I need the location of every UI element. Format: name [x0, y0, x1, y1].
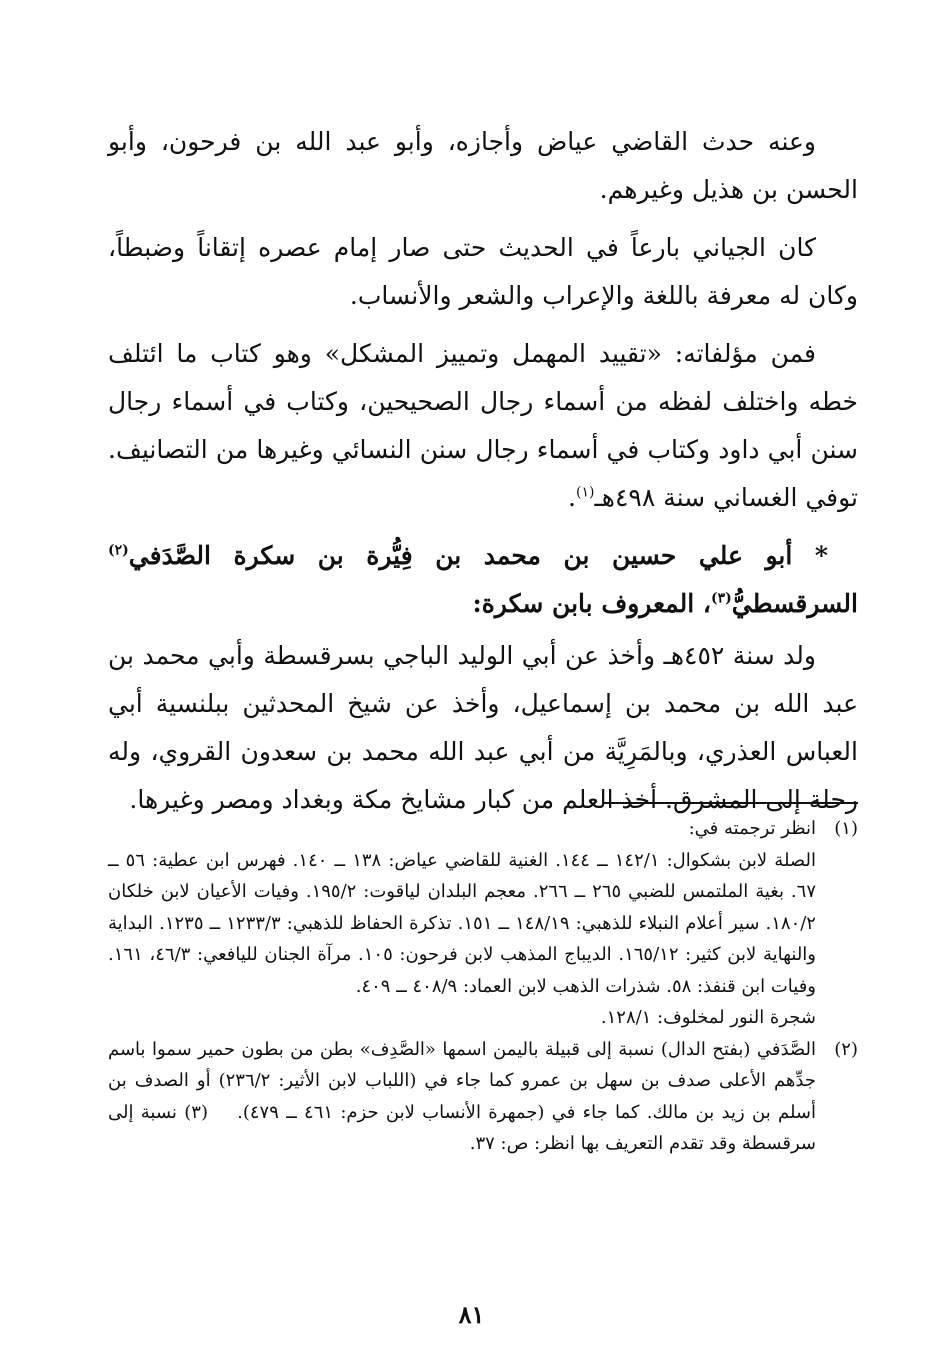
main-text — [108, 118, 858, 834]
footnote-2-number: (٢) — [834, 1038, 858, 1060]
footnote-2-text — [108, 1034, 816, 1160]
footnote-1 — [108, 813, 858, 1034]
footnote-1-last: شجرة النور لمخلوف: ١٢٨/١. — [600, 1007, 816, 1028]
heading-nisba: السرقسطيُّ — [731, 589, 858, 618]
paragraph-2: كان الجياني بارعاً في الحديث حتى صار إمام عصره إتقاناً وضبطاً، وكان له معرفة باللغة والإعراب والشعر والأنساب. — [108, 233, 858, 310]
footnotes — [108, 813, 858, 1160]
footnote-ref-1[interactable]: (١) — [575, 484, 595, 501]
footnote-1-text: الصلة لابن بشكوال: ١٤٢/١ ــ ١٤٤. الغنية للقاضي عياض: ١٣٨ ــ ١٤٠. فهرس ابن عطية: ٥٦ ــ ٦٧. بغية الملتمس للضبي ٢٦٥ ــ ٢٦٦. معجم البلدان لياقوت: ١٩٥/٢. وفيات الأعيان لابن خلكان ١٨٠/٢. سير أعلام النبلاء للذهبي: ١٤٨/١٩ ــ ١٥١. تذكرة الحفاظ للذهبي: ١٢٣٣/٣ ــ ١٢٣٥. البداية والنهاية لابن كثير: ١٦٥/١٢. الديباج المذهب لابن فرحون: ١٠٥. مرآة الجنان لليافعي: ٤٦/٣، ١٦١. وفيات ابن قنفذ: ٥٨. شذرات الذهب لابن العماد: ٤٠٨/٩ ــ ٤٠٩. — [108, 849, 816, 997]
paragraph-1: وعنه حدث القاضي عياض وأجازه، وأبو عبد الله بن فرحون، وأبو الحسن بن هذيل وغيرهم. — [108, 127, 858, 204]
heading-star: * — [814, 541, 828, 570]
paragraph-4: ولد سنة ٤٥٢هـ وأخذ عن أبي الوليد الباجي بسرقسطة وأبي محمد بن عبد الله بن محمد بن إسماعيل، وأخذ عن شيخ المحدثين ببلنسية أبي العباس العذري، وبالمَرِيَّة من أبي عبد الله محمد بن سعدون القروي، وله رحلة إلى المشرق. أخذ العلم من كبار مشايخ مكة وبغداد ومصر وغيرها. — [108, 641, 858, 814]
footnote-3-text: نسبة إلى سرقسطة وقد تقدم التعريف بها انظر: ص: ٣٧. — [108, 1101, 816, 1154]
paragraph-3 — [108, 330, 858, 522]
paragraph-3-end: . — [568, 483, 576, 512]
page-number: ٨١ — [458, 1300, 485, 1329]
heading-known-as: ، المعروف بابن سكرة: — [472, 589, 711, 618]
biography-heading — [108, 532, 858, 628]
heading-name: أبو علي حسين بن محمد بن فِيُّرة بن سكرة الصَّدَفي — [128, 541, 793, 570]
footnote-ref-2[interactable]: (٢) — [108, 542, 129, 559]
footnote-1-number: (١) — [834, 818, 858, 839]
paragraph-3-text: فمن مؤلفاته: «تقييد المهمل وتمييز المشكل» وهو كتاب ما ائتلف خطه واختلف لفظه من أسماء رجال الصحيحين، وكتاب في أسماء رجال سنن أبي داود وكتاب في أسماء رجال سنن النسائي وغيرها من التصانيف. توفي الغساني سنة ٤٩٨هـ — [108, 339, 858, 512]
footnote-2-body: الصَّدَفي (بفتح الدال) نسبة إلى قبيلة باليمن اسمها «الصَّدِف» بطن من بطون حمير سموا باسم جدِّهم الأعلى صدف بن سهل بن عمرو كما جاء في (اللباب لابن الأثير: ٢٣٦/٢) أو الصدف بن أسلم بن زيد بن مالك. كما جاء في (جمهرة الأنساب لابن حزم: ٤٦١ ــ ٤٧٩). — [108, 1038, 817, 1123]
footnote-ref-3[interactable]: (٣) — [710, 590, 732, 607]
footnote-2 — [108, 1034, 858, 1160]
footnote-3-number: (٣) — [184, 1101, 208, 1123]
footnote-divider — [603, 802, 858, 804]
footnote-1-intro: انظر ترجمته في: — [688, 818, 816, 839]
